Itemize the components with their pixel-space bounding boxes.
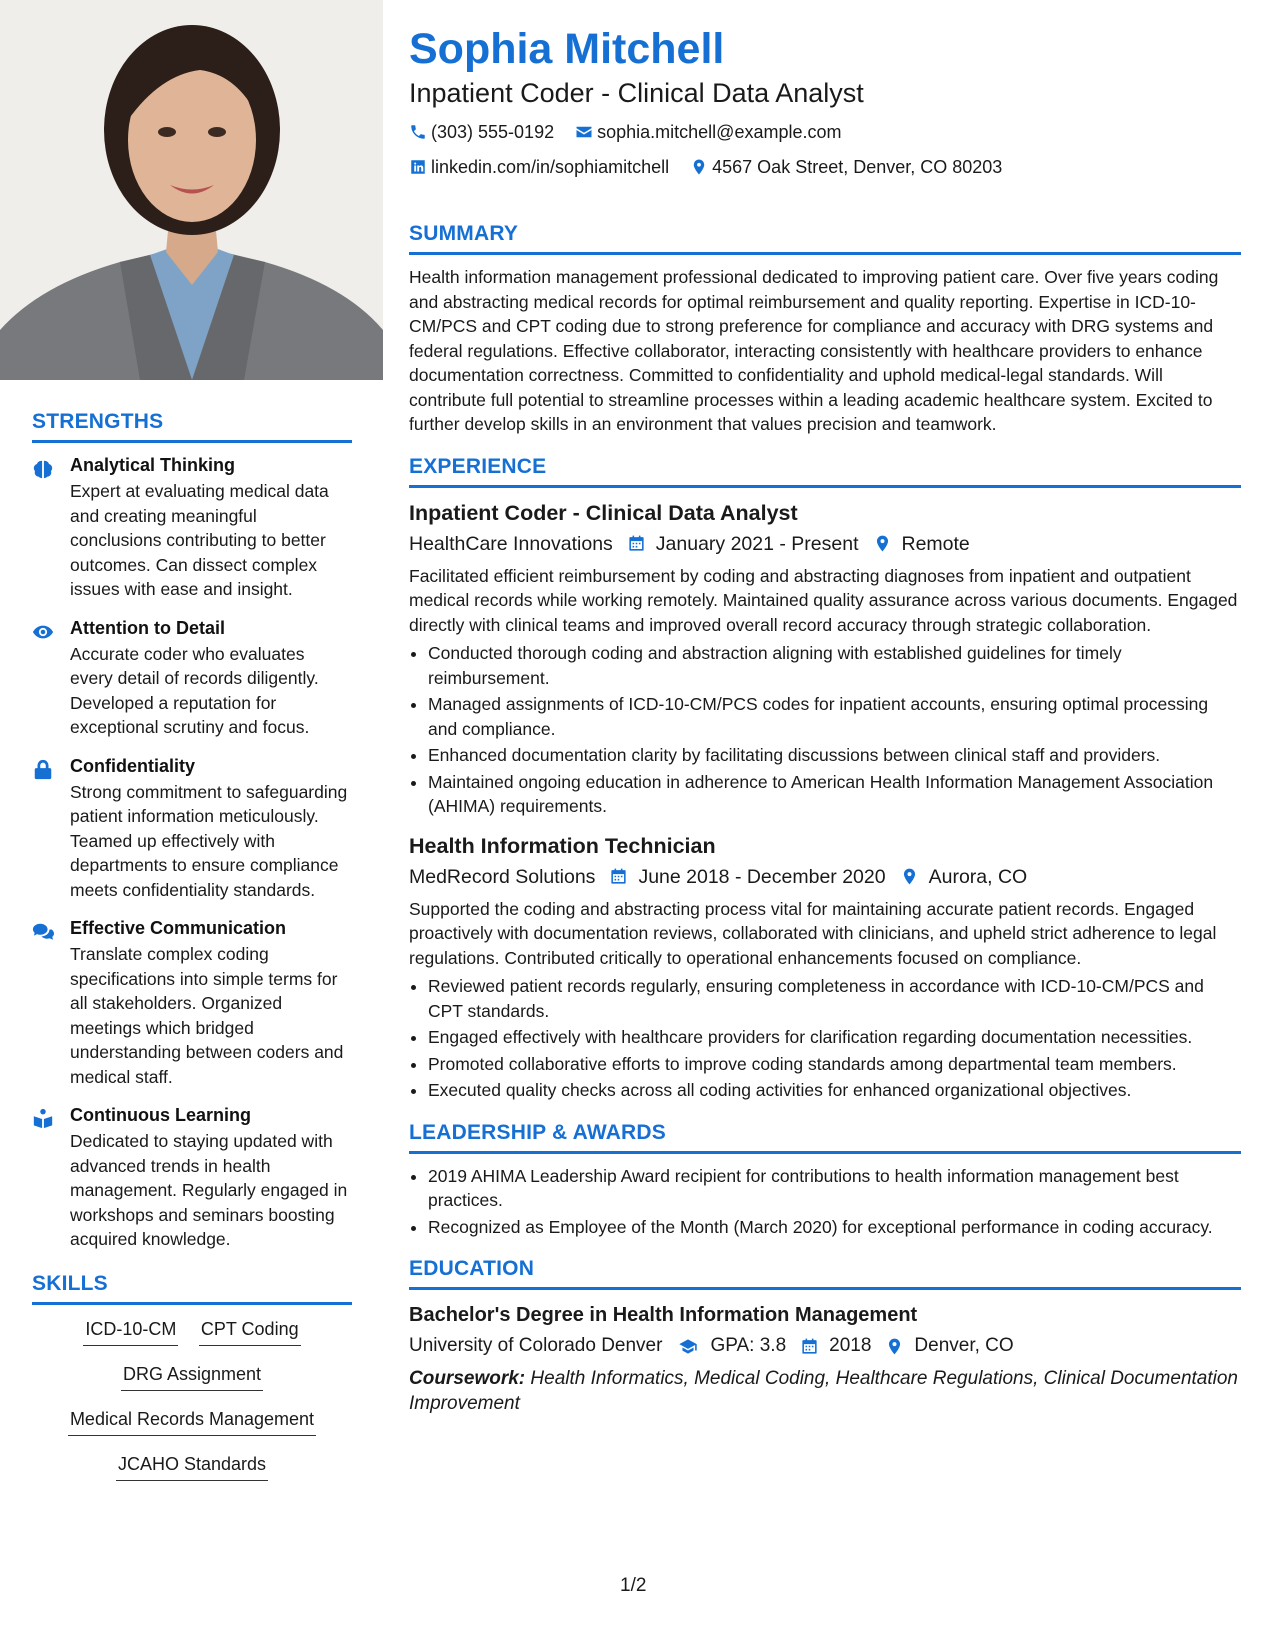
phone-text: (303) 555-0192 <box>431 122 555 142</box>
contact-row <box>409 151 1241 186</box>
job-meta <box>409 528 1241 560</box>
job-dates: January 2021 - Present <box>655 532 859 555</box>
lock-icon <box>32 756 70 903</box>
job-title: Inpatient Coder - Clinical Data Analyst <box>409 500 798 525</box>
strength-desc: Strong commitment to safeguarding patient information meticulously. Teamed up effectively with departments to ensure compliance meets confidentiality standards. <box>70 781 348 900</box>
map-marker-icon <box>690 158 708 176</box>
job-bullet: • Promoted collaborative efforts to improve coding standards among departmental team members. <box>428 1052 1241 1077</box>
email-contact[interactable] <box>575 116 841 148</box>
coursework-label: Coursework: <box>409 1368 526 1389</box>
job-entry <box>409 498 1241 819</box>
job-desc: Supported the coding and abstracting process vital for maintaining accurate patient records. Engaged proactively with documentation reviews, collaborated with clinicians, and upheld strict adherence to legal regulations. Contributed critically to operational enhancements focused on compliance. <box>409 898 1217 968</box>
skills-title: SKILLS <box>32 1272 352 1305</box>
strength-title: Effective Communication <box>70 918 287 938</box>
strength-item <box>32 1105 352 1252</box>
skill-tag: DRG Assignment <box>121 1364 263 1391</box>
education-title: EDUCATION <box>409 1257 1241 1290</box>
sidebar <box>0 0 383 1650</box>
brain-icon <box>32 455 70 602</box>
education-section <box>409 1257 1241 1416</box>
map-marker-icon <box>885 1337 904 1356</box>
strength-title: Analytical Thinking <box>70 455 236 475</box>
calendar-icon <box>609 867 628 886</box>
strength-title: Attention to Detail <box>70 617 225 638</box>
job-location: Aurora, CO <box>928 865 1028 888</box>
job-location: Remote <box>901 532 970 555</box>
strength-title: Continuous Learning <box>70 1105 251 1125</box>
calendar-icon <box>627 534 646 553</box>
strength-item <box>32 918 352 1089</box>
job-bullet: • Reviewed patient records regularly, ensuring completeness in accordance with ICD-10-CM/PCS and CPT standards. <box>428 974 1241 1023</box>
job-bullet: • Executed quality checks across all coding activities for enhanced organizational objectives. <box>428 1078 1241 1103</box>
skill-tag: JCAHO Standards <box>116 1454 268 1481</box>
address-text: 4567 Oak Street, Denver, CO 80203 <box>712 157 1003 177</box>
candidate-name: Sophia Mitchell <box>409 25 725 73</box>
strength-title: Confidentiality <box>70 755 195 776</box>
summary-text: Health information management professional dedicated to improving patient care. Over five years coding and abstracting medical records for optimal reimbursement and quality reporting. Expertise in ICD-10-CM/PCS and CPT coding due to strong preference for compliance and accuracy with DRG systems and federal regulations. Effective collaborator, interacting consistently with healthcare providers to enhance documentation correctness. Committed to confidentiality and uphold medical-legal standards. Will contribute full potential to streamline processes within a leading academic healthcare system. Excited to further develop skills in an environment that values precision and teamwork. <box>409 267 1219 434</box>
summary-section <box>409 222 1241 437</box>
map-marker-icon <box>873 534 892 553</box>
leadership-title: LEADERSHIP & AWARDS <box>409 1121 1241 1154</box>
award-item: • 2019 AHIMA Leadership Award recipient for contributions to health information management best practices. <box>428 1164 1241 1213</box>
job-desc: Facilitated efficient reimbursement by coding and abstracting diagnoses from inpatient and outpatient medical records while working remotely. Maintained quality assurance across various documents. Engaged directly with clinical teams and improved overall record accuracy through strategic collaboration. <box>409 565 1238 635</box>
map-marker-icon <box>900 867 919 886</box>
education-meta <box>409 1330 1241 1362</box>
coursework <box>409 1366 1241 1416</box>
phone-contact[interactable] <box>409 116 554 148</box>
gpa-text: GPA: 3.8 <box>710 1335 787 1356</box>
strength-desc: Dedicated to staying updated with advanced trends in health management. Regularly engaged in workshops and seminars boosting acquired knowledge. <box>70 1131 348 1249</box>
strength-item <box>32 756 352 903</box>
calendar-icon <box>800 1337 819 1356</box>
leadership-section <box>409 1121 1241 1240</box>
email-text: sophia.mitchell@example.com <box>597 122 842 142</box>
job-company: HealthCare Innovations <box>409 532 613 555</box>
school-name: University of Colorado Denver <box>409 1335 663 1356</box>
job-bullets <box>409 974 1241 1103</box>
school-location: Denver, CO <box>914 1335 1014 1356</box>
experience-title: EXPERIENCE <box>409 455 1241 488</box>
linkedin-icon <box>409 158 427 176</box>
degree-title: Bachelor's Degree in Health Information Management <box>409 1304 918 1326</box>
strength-desc: Expert at evaluating medical data and creating meaningful conclusions contributing to better outcomes. Can dissect complex issues with ease and insight. <box>70 481 329 599</box>
graduation-cap-icon <box>676 1337 700 1356</box>
award-list <box>409 1164 1241 1240</box>
strengths-title: STRENGTHS <box>32 410 352 443</box>
contact-row <box>409 116 1241 151</box>
strength-desc: Translate complex coding specifications into simple terms for all stakeholders. Organized meetings which bridged understanding between coders and medical staff. <box>70 944 344 1087</box>
linkedin-contact[interactable] <box>409 151 669 183</box>
skill-tag: Medical Records Management <box>68 1409 316 1436</box>
job-dates: June 2018 - December 2020 <box>638 865 886 888</box>
skill-tag: ICD-10-CM <box>83 1319 178 1346</box>
skill-tag: CPT Coding <box>199 1319 301 1346</box>
strength-desc: Accurate coder who evaluates every detail of records diligently. Developed a reputation for exceptional scrutiny and focus. <box>70 643 319 737</box>
book-reader-icon <box>32 1105 70 1252</box>
skills-list <box>32 1319 352 1481</box>
job-title: Health Information Technician <box>409 833 716 858</box>
graduation-year: 2018 <box>829 1335 872 1356</box>
page-number: 1/2 <box>620 1575 647 1596</box>
phone-icon <box>409 123 427 141</box>
strength-item <box>32 455 352 602</box>
job-bullet: • Maintained ongoing education in adherence to American Health Information Management Association (AHIMA) requirements. <box>428 770 1241 819</box>
job-bullet: • Engaged effectively with healthcare providers for clarification regarding documentation necessities. <box>428 1025 1241 1050</box>
award-item: • Recognized as Employee of the Month (March 2020) for exceptional performance in coding accuracy. <box>428 1215 1241 1240</box>
coursework-text: Health Informatics, Medical Coding, Healthcare Regulations, Clinical Documentation Improvement <box>409 1368 1238 1414</box>
job-company: MedRecord Solutions <box>409 865 596 888</box>
job-bullets <box>409 641 1241 819</box>
job-entry <box>409 831 1241 1103</box>
job-bullet: • Managed assignments of ICD-10-CM/PCS codes for inpatient accounts, ensuring optimal processing and compliance. <box>428 692 1241 741</box>
profile-photo <box>0 0 383 380</box>
comments-icon <box>32 918 70 1089</box>
strength-item <box>32 618 352 740</box>
headline: Inpatient Coder - Clinical Data Analyst <box>409 78 864 108</box>
job-bullet: • Enhanced documentation clarity by facilitating discussions between clinical staff and providers. <box>428 743 1241 768</box>
summary-title: SUMMARY <box>409 222 1241 255</box>
linkedin-text: linkedin.com/in/sophiamitchell <box>431 157 670 177</box>
job-meta <box>409 861 1241 893</box>
address-contact <box>690 151 1002 183</box>
main-content <box>409 22 1241 1416</box>
envelope-icon <box>575 123 593 141</box>
eye-icon <box>32 618 70 740</box>
experience-section <box>409 455 1241 1103</box>
job-bullet: • Conducted thorough coding and abstraction aligning with established guidelines for timely reimbursement. <box>428 641 1241 690</box>
